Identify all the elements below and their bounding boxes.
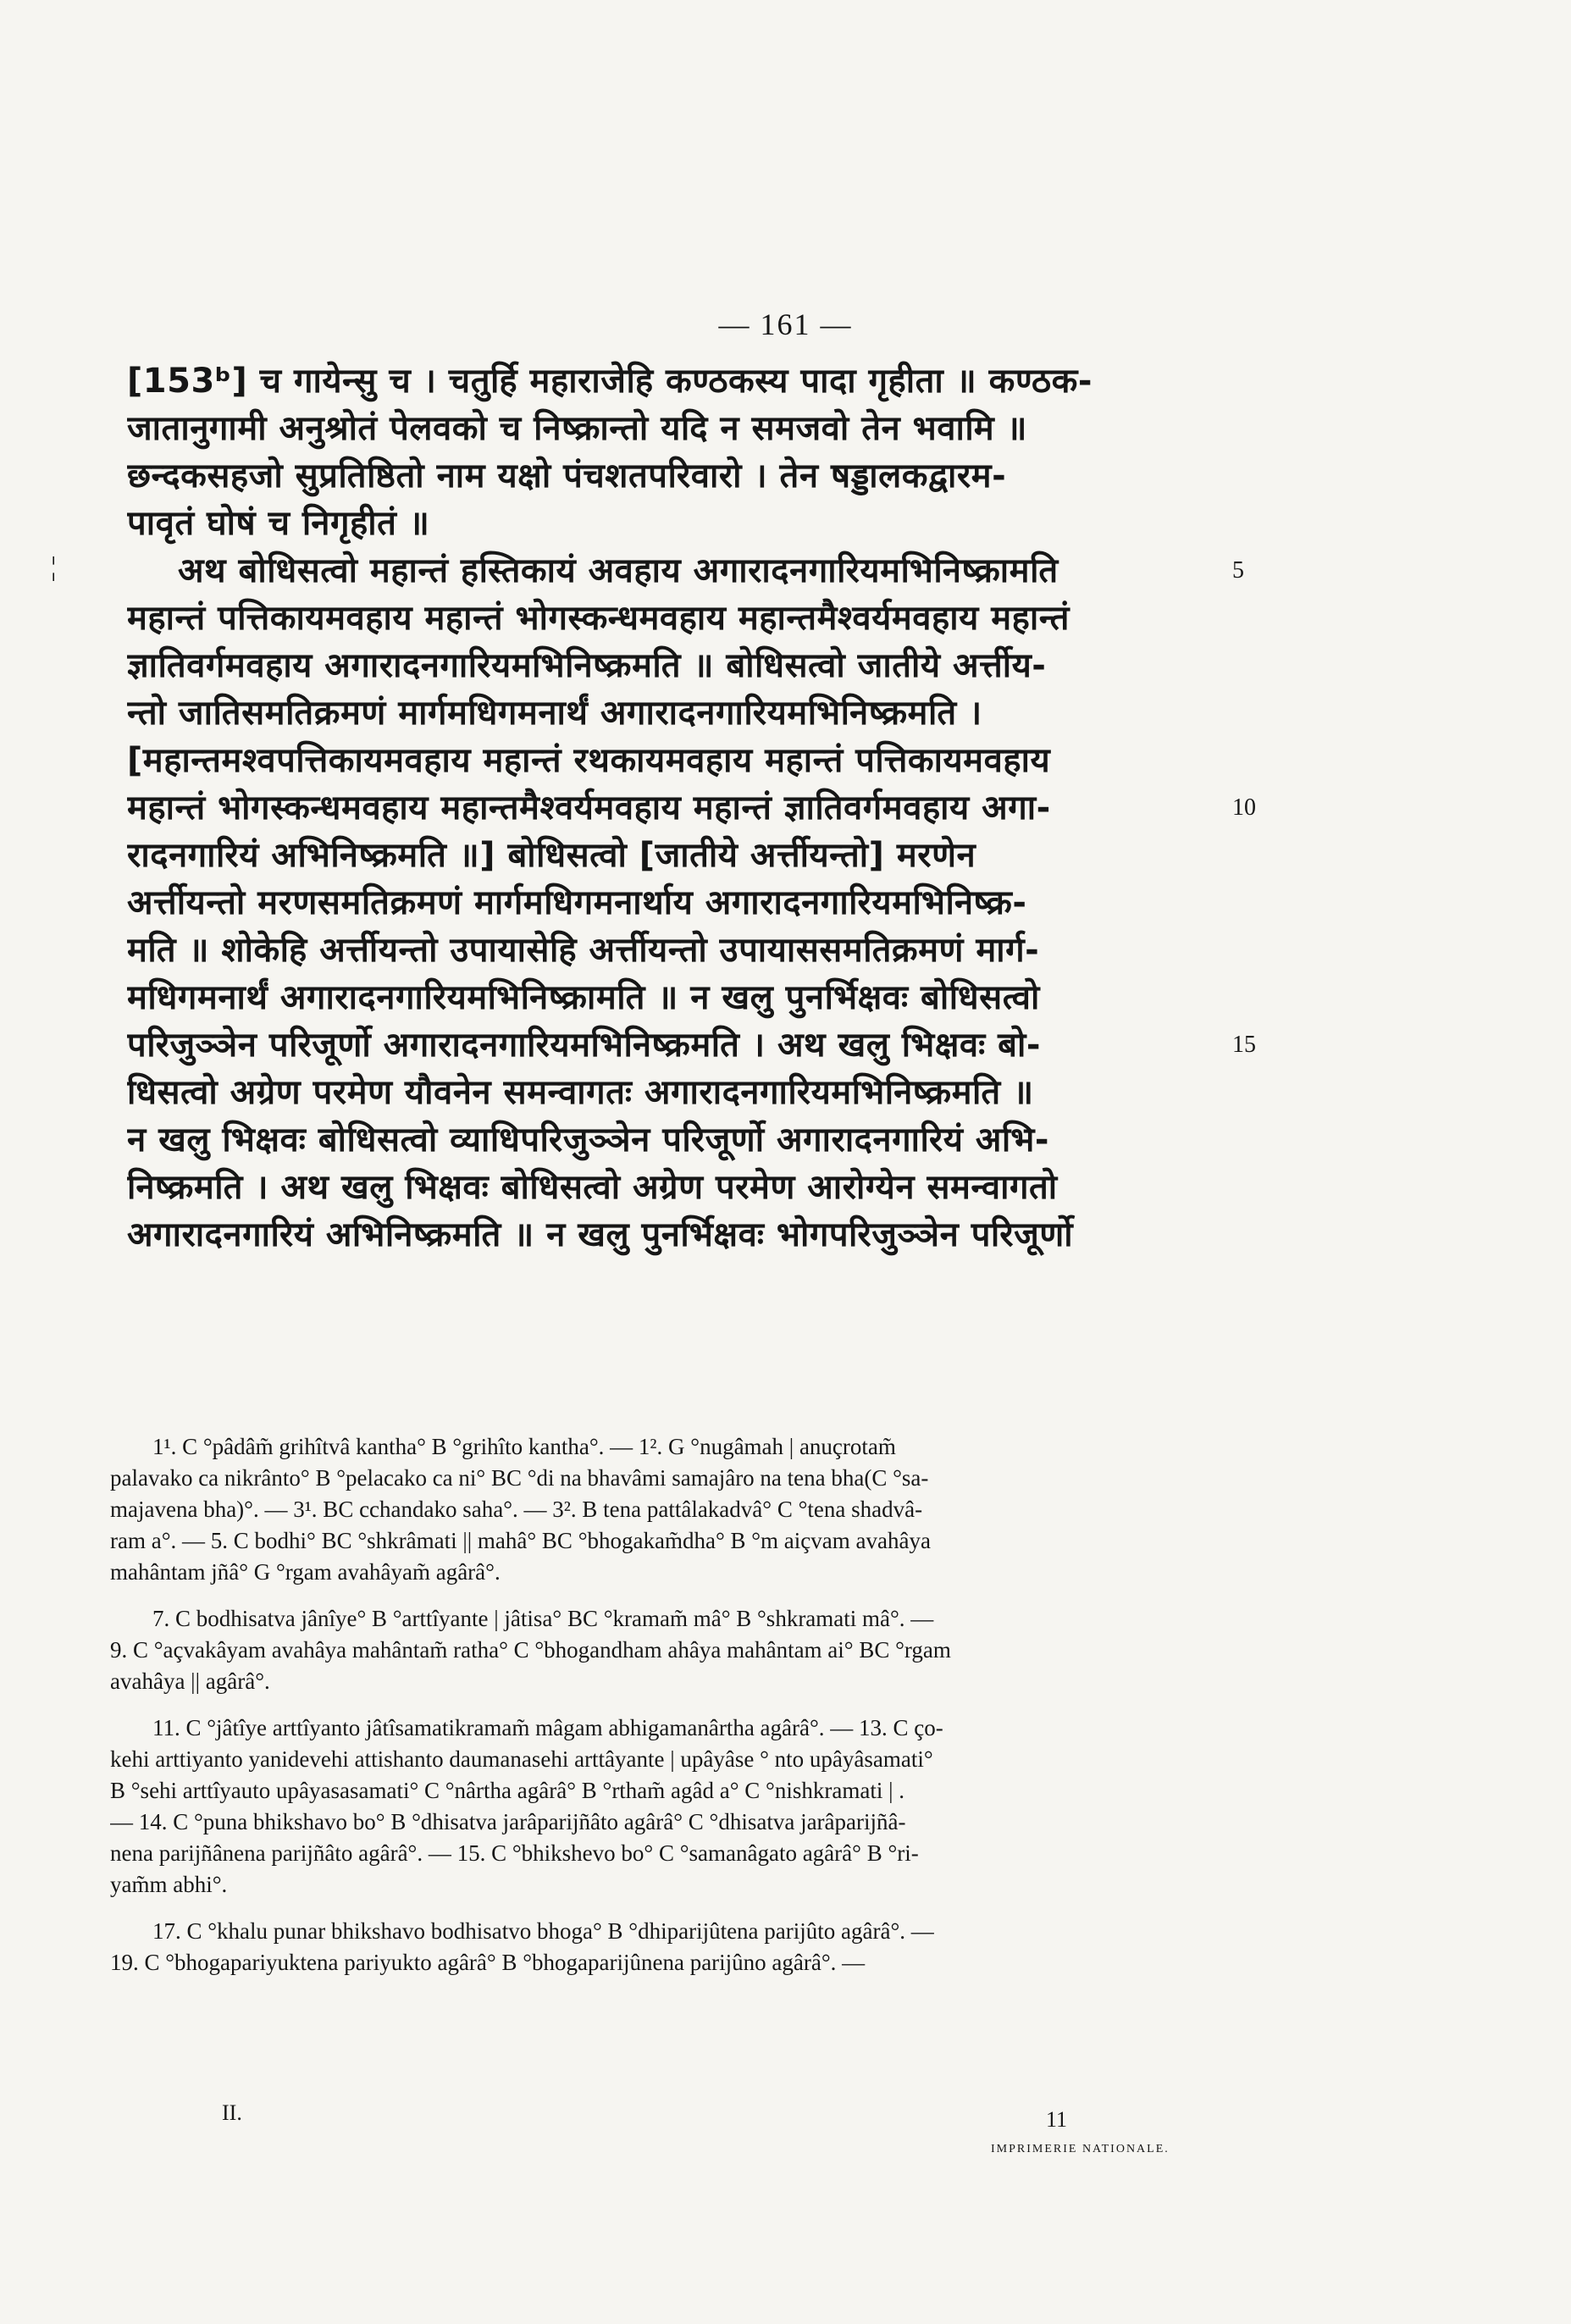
text-line: [महान्तमश्वपत्तिकायमवहाय महान्तं रथकायमवहाय महान्तं पत्तिकायमवहाय [127,741,1051,780]
text-line: न्तो जातिसमतिक्रमणं मार्गमधिगमनार्थं अगारादनगारियमभिनिष्क्रमति । [127,694,982,733]
margin-mark: ¦ [51,551,57,581]
footnote-line: yam̃m abhi°. [110,1872,228,1897]
footnote-block [110,1713,1203,1901]
footnote-line: nena parijñânena parijñâto agârâ°. — 15. C °bhikshevo bo° C °samanâgato agârâ° B °ri- [110,1840,919,1866]
text-line: मति ॥ शोकेहि अर्त्तीयन्तो उपायासेहि अर्त्तीयन्तो उपायाससमतिक्रमणं मार्ग- [127,931,1040,970]
footnote-block [110,1431,1203,1588]
page-number: — 161 — [718,307,853,341]
signature-mark: II. [222,2100,242,2125]
sheet-number: 11 [1046,2107,1068,2132]
text-line: ज्ञातिवर्गमवहाय अगारादनगारियमभिनिष्क्रमति ॥ बोधिसत्वो जातीये अर्त्तीय- [127,646,1047,685]
footnote-line: palavako ca nikrânto° B °pelacako ca ni° BC °di na bhavâmi samajâro na tena bha(C °sa- [110,1465,929,1491]
footnote-line: 7. C bodhisatva jânîye° B °arttîyante | jâtisa° BC °kramam̃ mâ° B °shkramati mâ°. — [152,1606,934,1631]
footnote-line: kehi arttiyanto yanidevehi attishanto daumanasehi arttâyante | upâyâse ° nto upâyâsamati° [110,1746,933,1772]
footnote-line: 19. C °bhogapariyuktena pariyukto agârâ° B °bhogaparijûnena parijûno agârâ°. — [110,1950,866,1975]
text-line: [153ᵇ] च गायेन्सु च । चतुर्हि महाराजेहि कण्ठकस्य पादा गृहीता ॥ कण्ठक- [127,362,1093,401]
line-number: 15 [1232,1032,1256,1058]
footnote-line: 1¹. C °pâdâm̃ grihîtvâ kantha° B °grihîto kantha°. — 1². G °nugâmah | anuçrotam̃ [152,1434,896,1459]
text-line: महान्तं भोगस्कन्धमवहाय महान्तमैश्वर्यमवहाय महान्तं ज्ञातिवर्गमवहाय अगा- [127,788,1051,827]
text-line: अर्त्तीयन्तो मरणसमतिक्रमणं मार्गमधिगमनार्थाय अगारादनगारियमभिनिष्क्र- [127,883,1027,922]
footnote-line: 11. C °jâtîye arttîyanto jâtîsamatikramam̃ mâgam abhigamanârtha agârâ°. — 13. C ço- [152,1715,943,1740]
sanskrit-main-text [127,357,1220,1259]
text-line: जातानुगामी अनुश्रोतं पेलवको च निष्क्रान्तो यदि न समजवो तेन भवामि ॥ [127,409,1028,448]
printer-imprint: IMPRIMERIE NATIONALE. [991,2143,1170,2155]
text-line: रादनगारियं अभिनिष्क्रमति ॥] बोधिसत्वो [जातीये अर्त्तीयन्तो] मरणेन [127,836,976,875]
text-line: मधिगमनार्थं अगारादनगारियमभिनिष्क्रामति ॥ न खलु पुनर्भिक्षवः बोधिसत्वो [127,978,1040,1017]
footnote-line: 9. C °açvakâyam avahâya mahântam̃ ratha° C °bhogandham ahâya mahântam ai° BC °rgam [110,1637,951,1663]
footnotes [110,1431,1203,1994]
text-line: निष्क्रमति । अथ खलु भिक्षवः बोधिसत्वो अग्रेण परमेण आरोग्येन समन्वागतो [127,1168,1058,1207]
footnote-line: majavena bha)°. — 3¹. BC cchandako saha°. — 3². B tena pattâlakadvâ° C °tena shadvâ- [110,1497,923,1522]
text-line: अथ बोधिसत्वो महान्तं हस्तिकायं अवहाय अगारादनगारियमभिनिष्क्रामति [178,551,1059,590]
footnote-line: 17. C °khalu punar bhikshavo bodhisatvo bhoga° B °dhiparijûtena parijûto agârâ°. — [152,1918,934,1944]
text-line: महान्तं पत्तिकायमवहाय महान्तं भोगस्कन्धमवहाय महान्तमैश्वर्यमवहाय महान्तं [127,599,1070,638]
text-line: पावृतं घोषं च निगृहीतं ॥ [127,504,430,543]
footnote-line: mahântam jñâ° G °rgam avahâyam̃ agârâ°. [110,1559,501,1585]
line-number: 10 [1232,794,1256,821]
footnote-block [110,1916,1203,1978]
footnote-line: — 14. C °puna bhikshavo bo° B °dhisatva jarâparijñâto agârâ° C °dhisatva jarâparijñâ- [110,1809,906,1834]
footnote-line: avahâya || agârâ°. [110,1668,270,1694]
text-line: धिसत्वो अग्रेण परमेण यौवनेन समन्वागतः अगारादनगारियमभिनिष्क्रमति ॥ [127,1073,1034,1112]
footnote-line: ram a°. — 5. C bodhi° BC °shkrâmati || mahâ° BC °bhogakam̃dha° B °m aiçvam avahâya [110,1528,931,1553]
footnote-block [110,1603,1203,1697]
footnote-line: B °sehi arttîyauto upâyasasamati° C °nârtha agârâ° B °rtham̃ agâd a° C °nishkramati | . [110,1778,904,1803]
text-line: परिजुञ्ञेन परिजूर्णो अगारादनगारियमभिनिष्क्रमति । अथ खलु भिक्षवः बो- [127,1026,1041,1065]
line-number: 5 [1232,557,1244,584]
text-line: न खलु भिक्षवः बोधिसत्वो व्याधिपरिजुञ्ञेन परिजूर्णो अगारादनगारियं अभि- [127,1120,1049,1159]
text-line: छन्दकसहजो सुप्रतिष्ठितो नाम यक्षो पंचशतपरिवारो । तेन षड्डालकद्वारम- [127,456,1007,495]
text-line: अगारादनगारियं अभिनिष्क्रमति ॥ न खलु पुनर्भिक्षवः भोगपरिजुञ्ञेन परिजूर्णो [127,1215,1074,1254]
